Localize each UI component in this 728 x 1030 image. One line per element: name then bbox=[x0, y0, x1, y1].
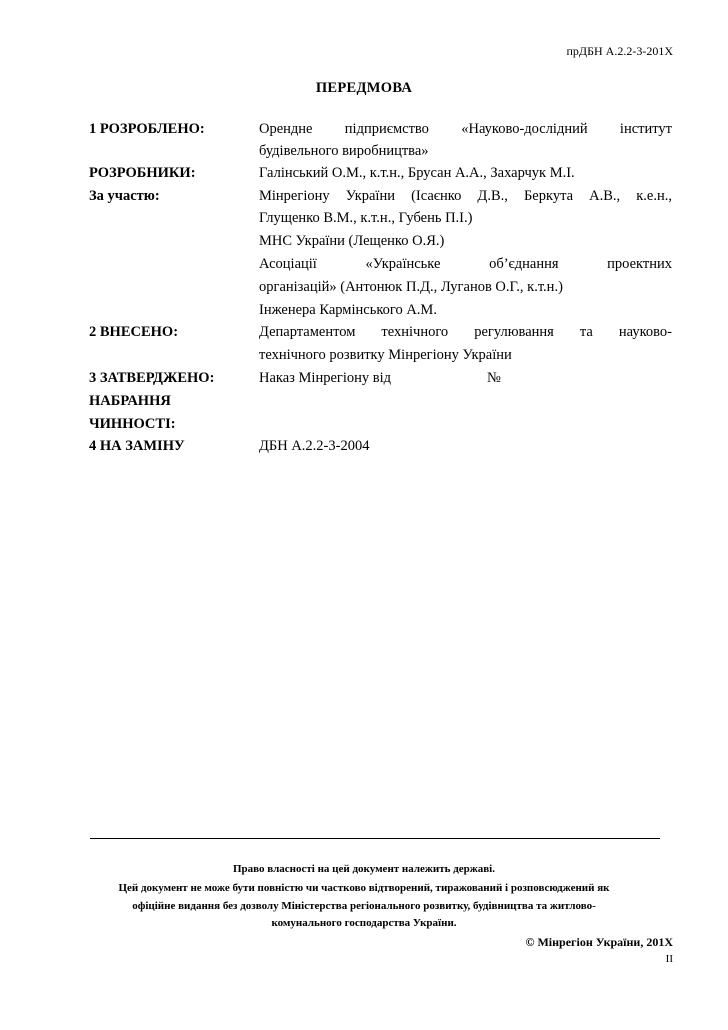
document-code: прДБН А.2.2-3-201Х bbox=[566, 44, 673, 58]
page-title: ПЕРЕДМОВА bbox=[315, 80, 413, 96]
participation-line2: Глущенко В.М., к.т.н., Губень П.І.) bbox=[259, 210, 473, 226]
page-number: II bbox=[665, 953, 673, 965]
approved-number-sign: № bbox=[487, 370, 501, 386]
participation-line5: організацій» (Антонюк П.Д., Луганов О.Г., к.т.н.) bbox=[259, 279, 563, 295]
replacement-value: ДБН А.2.2-3-2004 bbox=[259, 438, 370, 454]
effective-label-line2: ЧИННОСТІ: bbox=[89, 416, 176, 432]
participation-line6: Інженера Кармінського А.М. bbox=[259, 302, 437, 318]
introduced-line1: Департаментом технічного регулювання та науково- bbox=[259, 324, 672, 340]
effective-label-line1: НАБРАННЯ bbox=[89, 393, 171, 409]
participation-line3: МНС України (Лещенко О.Я.) bbox=[259, 233, 445, 249]
developers-label: РОЗРОБНИКИ: bbox=[89, 165, 196, 181]
footer-notice-line3: комунального господарства України. bbox=[271, 917, 457, 929]
approved-label: 3 ЗАТВЕРДЖЕНО: bbox=[89, 370, 215, 386]
developed-label: 1 РОЗРОБЛЕНО: bbox=[89, 121, 205, 137]
participation-label: За участю: bbox=[89, 188, 160, 204]
introduced-label: 2 ВНЕСЕНО: bbox=[89, 324, 179, 340]
developed-value-line2: будівельного виробництва» bbox=[259, 143, 429, 159]
introduced-line2: технічного розвитку Мінрегіону України bbox=[259, 347, 512, 363]
approved-value: Наказ Мінрегіону від bbox=[259, 370, 392, 386]
footer-divider bbox=[90, 838, 660, 839]
footer-ownership: Право власності на цей документ належить державі. bbox=[233, 863, 495, 875]
participation-line1: Мінрегіону України (Ісаєнко Д.В., Беркута А.В., к.е.н., bbox=[259, 188, 672, 204]
footer-notice-line2: офіційне видання без дозволу Міністерства регіонального розвитку, будівництва та житлово- bbox=[132, 900, 596, 912]
developed-value-line1: Орендне підприємство «Науково-дослідний інститут bbox=[259, 121, 672, 137]
participation-line4: Асоціації «Українське об’єднання проектних bbox=[259, 256, 672, 272]
developers-value: Галінський О.М., к.т.н., Брусан А.А., Захарчук М.І. bbox=[259, 165, 575, 181]
footer-notice-line1: Цей документ не може бути повністю чи частково відтворений, тиражований і розповсюджений як bbox=[118, 882, 610, 894]
copyright: © Мінрегіон України, 201Х bbox=[525, 935, 673, 949]
replacement-label: 4 НА ЗАМІНУ bbox=[89, 438, 185, 454]
